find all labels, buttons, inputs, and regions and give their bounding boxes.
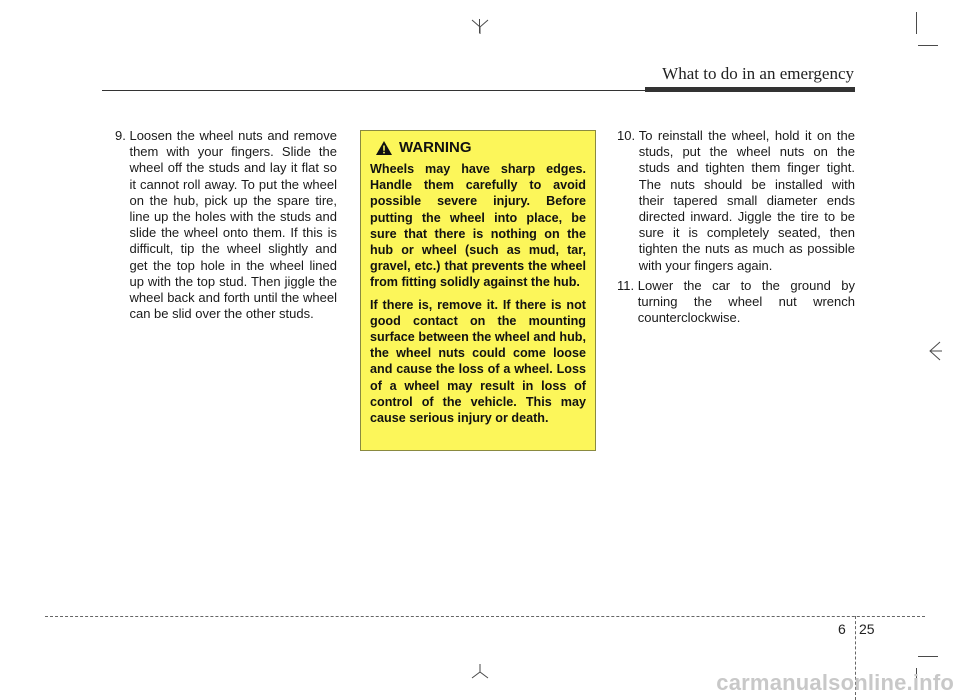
warning-box <box>360 130 596 451</box>
step-text: Lower the car to the ground by turning the wheel nut wrench counterclockwise. <box>637 277 855 326</box>
step-10 <box>617 128 855 274</box>
crop-mark-bottom-center <box>470 664 490 682</box>
left-column <box>115 128 337 322</box>
warning-paragraph-2: If there is, remove it. If there is not good contact on the mounting surface between the wheel and hub, the wheel nuts could come loose and cause the loss of a wheel. Loss of a wheel may result in loss of control of the vehicle. This may cause serious injury or death. <box>370 297 586 426</box>
header-bar <box>645 87 855 92</box>
warning-header <box>375 139 586 156</box>
page-number: 25 <box>859 621 875 637</box>
step-number: 9. <box>115 128 126 143</box>
warning-paragraph-1: Wheels may have sharp edges. Handle them carefully to avoid possible severe injury. Before putting the wheel into place, be sure that there is nothing on the hub or wheel (such as mud, tar, gravel, etc.) that prevents the wheel from fitting solidly against the hub. <box>370 162 586 290</box>
footer-rule <box>45 616 925 617</box>
crop-mark-top-right-horizontal <box>918 45 938 46</box>
warning-title: WARNING <box>399 139 472 156</box>
crop-mark-bottom-right-horizontal <box>918 656 938 657</box>
step-text: Loosen the wheel nuts and remove them with your fingers. Slide the wheel off the studs and lay it flat so it cannot roll away. To put the wheel on the hub, pick up the spare tire, line up the holes with the studs and slide the wheel onto them. If this is difficult, tip the wheel slightly and get the top hole in the wheel lined up with the top stud. Then jiggle the wheel back and forth until the wheel can be slid over the other studs. <box>129 128 337 322</box>
step-11 <box>617 278 855 327</box>
step-9 <box>115 128 337 322</box>
watermark: carmanualsonline.info <box>716 670 954 695</box>
chapter-number: 6 <box>838 621 846 637</box>
step-text: To reinstall the wheel, hold it on the studs, put the wheel nuts on the studs and tighten them finger tight. The nuts should be installed with their tapered small diameter ends directed inward. Jiggle the tire to be sure it is completely seated, then tighten the nuts as much as possible with your fingers again. <box>638 128 855 273</box>
section-title: What to do in an emergency <box>662 64 854 83</box>
right-column <box>617 128 855 326</box>
warning-triangle-icon <box>375 140 393 156</box>
crop-mark-right-middle <box>922 340 942 362</box>
crop-mark-top-right-vertical <box>916 12 917 34</box>
step-number: 10. <box>617 128 636 143</box>
crop-mark-top-center-fork <box>470 18 490 34</box>
step-number: 11. <box>617 277 635 293</box>
